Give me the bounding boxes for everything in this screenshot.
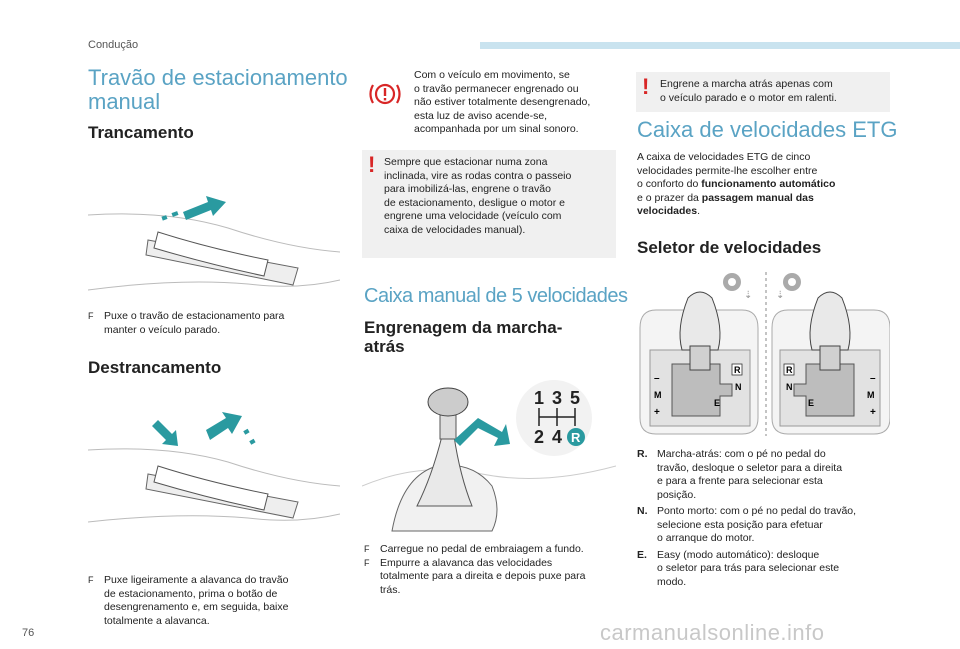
selector-m-label: M [867,390,875,400]
manual-gear-lever-illustration [362,366,616,536]
locking-instruction: F Puxe o travão de estacionamento para manter o veículo parado. [88,310,285,336]
step-item: F Empurre a alavanca das velocidades totalmente para a direita e depois puxe para trás. [364,556,586,596]
parking-warning-box [362,150,616,258]
selector-r-label: R [786,365,793,375]
selector-e-label: E [808,398,815,408]
gear-2-label: 2 [534,427,545,447]
section-label: Condução [88,39,139,51]
selector-heading: Seletor de velocidades [637,238,822,257]
svg-text:⇣: ⇣ [744,290,753,301]
bullet-marker: F [88,311,94,321]
brake-warning-light-icon [368,80,402,108]
bullet-marker: F [88,575,94,585]
selector-m-label: M [654,390,662,400]
locking-heading: Trancamento [88,123,194,142]
selector-e-label: E [714,398,721,408]
bullet-marker: F [364,557,370,568]
page-number: 76 [22,627,35,639]
reverse-warning-text: Engrene a marcha atrás apenas com o veículo parado e o motor em ralenti. [660,78,837,104]
step-item: F Carregue no pedal de embraiagem a fundo. [364,543,584,555]
gear-reverse-label: R [571,430,581,445]
gear-3-label: 3 [552,388,563,408]
def-item-e: E. Easy (modo automático): desloque o seletor para trás para selecionar este modo. [637,548,840,588]
handbrake-lock-illustration [88,160,340,302]
brake-alert-text: Com o veículo em movimento, se o travão permanecer engrenado ou não estiver totalmente desengrenado, esta luz de aviso acende-se, acompanhada por um sinal sonoro. [414,69,591,135]
def-item-n: N. Ponto morto: com o pé no pedal do travão, selecione esta posição para efetuar o arranque do motor. [637,505,857,544]
manual-gearbox-title: Caixa manual de 5 velocidades [364,285,628,307]
selector-r-label: R [734,365,741,375]
gear-4-label: 4 [552,427,563,447]
def-item-r: R. Marcha-atrás: com o pé no pedal do travão, desloque o seletor para a direita e para a frente para selecionar esta posição. [637,448,843,501]
selector-minus-label: – [654,373,660,384]
warning-icon: ! [642,74,650,99]
gear-1-label: 1 [534,388,545,408]
selector-lhd [640,292,758,434]
gear-pattern-diagram [516,380,592,456]
reverse-gear-heading: Engrenagem da marcha- atrás [364,318,563,356]
header-bar [480,42,960,49]
unlocking-instruction: F Puxe ligeiramente a alavanca do travão de estacionamento, prima o botão de desengrenamento e, em seguida, baixe totalmente a alavanca. [88,574,289,627]
selector-n-label: N [786,382,793,392]
reverse-warning-box [636,72,890,112]
etg-selector-illustration [636,268,890,440]
selector-rhd [772,292,890,434]
watermark-text[interactable]: carmanualsonline.info [600,620,825,645]
selector-plus-label: + [870,407,876,418]
selector-plus-label: + [654,407,660,418]
page-title: Travão de estacionamento manual [88,65,348,114]
warning-icon: ! [368,152,376,177]
bullet-marker: F [364,544,370,554]
svg-text:⇣: ⇣ [776,290,785,301]
etg-description: A caixa de velocidades ETG de cinco velocidades permite-lhe escolher entre o conforto do funcionamento automático e o prazer da passagem manual das velocidades. [637,151,836,217]
unlocking-heading: Destrancamento [88,358,222,377]
parking-warning-text: Sempre que estacionar numa zona inclinada, vire as rodas contra o passeio para imobilizá-las, engrene o travão de estacionamento, desligue o motor e engrene uma velocidade (veículo com caixa de velocidades manual). [384,156,572,236]
gear-5-label: 5 [570,388,581,408]
selector-definitions [637,448,891,589]
reverse-gear-steps [364,543,618,597]
etg-title: Caixa de velocidades ETG [637,117,898,142]
handbrake-unlock-illustration [88,390,340,532]
selector-n-label: N [735,382,742,392]
selector-minus-label: – [870,373,876,384]
